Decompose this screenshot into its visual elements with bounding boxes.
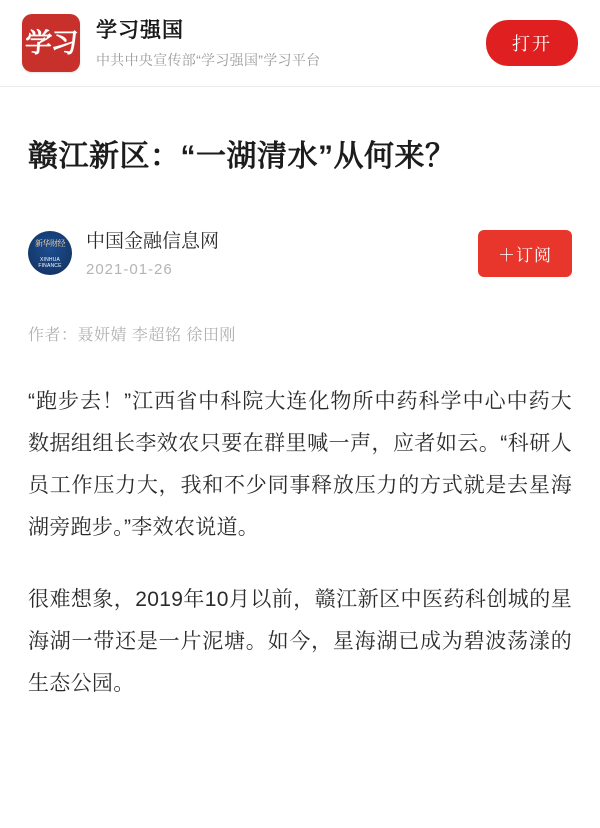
page-title: 赣江新区：“一湖清水”从何来？ (28, 140, 456, 173)
header-divider (0, 86, 600, 87)
article-paragraph: 很难想象，2019年10月以前，赣江新区中医药科创城的星海湖一带还是一片泥塘。如今，星海湖已成为碧波荡漾的生态公园。 (28, 588, 572, 696)
publish-date: 2021-01-26 (86, 261, 173, 279)
app-title: 学习强国 (96, 19, 184, 43)
authors-line: 作者：聂妍婧 李超铭 徐田刚 (28, 327, 236, 345)
avatar-bottom-text: XINHUA FINANCE (38, 257, 62, 270)
avatar[interactable] (28, 231, 72, 275)
app-subtitle: 中共中央宣传部“学习强国”学习平台 (96, 51, 321, 68)
xuexi-app-logo-icon (22, 14, 80, 72)
app-header (0, 0, 600, 86)
article-paragraph: “跑步去！”江西省中科院大连化物所中药科学中心中药大数据组组长李效农只要在群里喊一声，应者如云。“科研人员工作压力大，我和不少同事释放压力的方式就是去星海湖旁跑步。”李效农说道。 (28, 390, 572, 540)
source-name: 中国金融信息网 (86, 230, 220, 252)
avatar-top-text: 新华财经 (35, 239, 65, 249)
source-row (28, 229, 572, 279)
article-container (0, 135, 600, 705)
app-logo-text: 学习 (23, 27, 79, 58)
app-meta (96, 17, 486, 68)
source-info[interactable] (86, 229, 478, 279)
subscribe-button[interactable]: ＋订阅 (478, 230, 572, 277)
open-app-button[interactable]: 打开 (486, 20, 578, 66)
